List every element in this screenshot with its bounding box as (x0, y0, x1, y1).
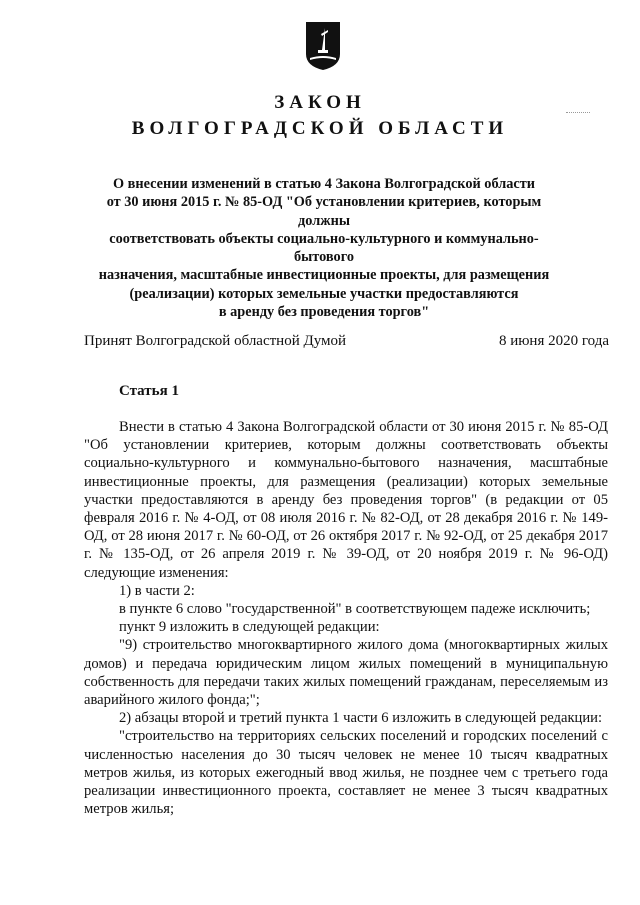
paragraph: "строительство на территориях сельских поселений и городских поселений с численностью населения до 30 тысяч человек не менее 10 тысяч квадратных метров жилья, из которых ежегодный ввод жилья, не позднее чем с третьего года реализации инвестиционного проекта, составляет не менее 3 тысяч квадратных метров жилья; (84, 728, 608, 818)
document-type-heading: ЗАКОН (274, 92, 366, 113)
adoption-body: Принят Волгоградской областной Думой (84, 333, 347, 349)
law-title-line: соответствовать объекты социально-культурного и коммунально-бытового (109, 230, 539, 266)
paragraph: Внести в статью 4 Закона Волгоградской области от 30 июня 2015 г. № 85-ОД "Об установлении критериев, которым должны соответствовать объекты социально-культурного и коммунально-бытового назначения, масштабные инвестиционные проекты, для размещения (реализации) которых земельные участки предоставляются в аренду без проведения торгов" (в редакции от 05 февраля 2016 г. № 4-ОД, от 08 июля 2016 г. № 82-ОД, от 28 декабря 2016 г. № 149-ОД, от 28 июня 2017 г. № 60-ОД, от 26 октября 2017 г. № 92-ОД, от 25 декабря 2017 г. № 135-ОД, от 26 апреля 2019 г. № 39-ОД, от 20 ноября 2019 г. № 96-ОД) следующие изменения: (84, 419, 608, 581)
law-title (84, 175, 564, 321)
paragraph: 2) абзацы второй и третий пункта 1 части 6 изложить в следующей редакции: (119, 710, 603, 727)
registration-mark (566, 112, 590, 113)
article-heading: Статья 1 (119, 383, 179, 399)
paragraph: пункт 9 изложить в следующей редакции: (119, 619, 380, 636)
law-title-line: в аренду без проведения торгов" (218, 304, 430, 321)
paragraph: "9) строительство многоквартирного жилого дома (многоквартирных жилых домов) и передача юридическим лицом жилых помещений в муниципальную собственность для передачи таких жилых помещений гражданам, переселяемым из аварийного жилого фонда;"; (84, 637, 608, 709)
adoption-date: 8 июня 2020 года (498, 333, 609, 349)
law-title-line: О внесении изменений в статью 4 Закона Волгоградской области (112, 176, 536, 192)
law-title-line: (реализации) которых земельные участки предоставляются (129, 285, 519, 302)
law-title-line: от 30 июня 2015 г. № 85-ОД "Об установлении критериев, которым должны (106, 194, 542, 229)
coat-of-arms-icon (304, 20, 342, 72)
paragraph: 1) в части 2: (119, 582, 195, 599)
law-title-line: назначения, масштабные инвестиционные проекты, для размещения (98, 267, 550, 284)
region-heading: ВОЛГОГРАДСКОЙ ОБЛАСТИ (131, 118, 509, 139)
paragraph: в пункте 6 слово "государственной" в соответствующем падеже исключить; (119, 601, 591, 618)
article-body (84, 418, 608, 818)
